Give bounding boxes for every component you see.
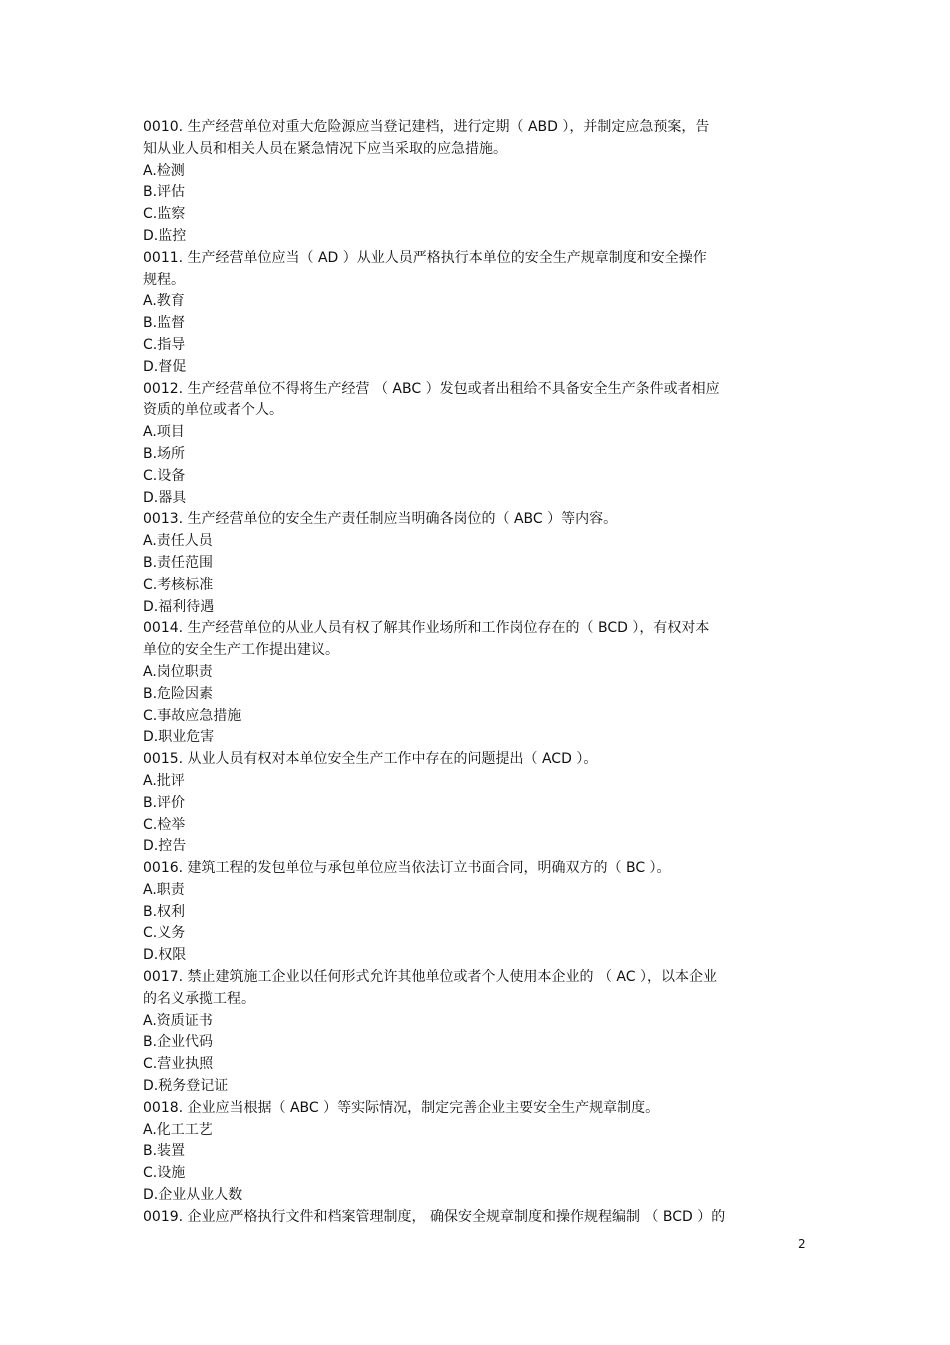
answer-option: D.企业从业人数 bbox=[143, 1187, 243, 1204]
answer-option: B.危险因素 bbox=[143, 685, 214, 702]
answer-option: B.评估 bbox=[143, 184, 186, 201]
answer-option: A.化工工艺 bbox=[143, 1121, 213, 1138]
answer-option: C.监察 bbox=[143, 206, 186, 223]
answer-option: B.装置 bbox=[143, 1143, 186, 1160]
answer-option: D.福利待遇 bbox=[143, 598, 215, 615]
question-text: 0012. 生产经营单位不得将生产经营 （ ABC ）发包或者出租给不具备安全生产条件或者相应 bbox=[143, 380, 720, 397]
question-text-continued: 单位的安全生产工作提出建议。 bbox=[143, 642, 339, 659]
answer-option: B.权利 bbox=[143, 903, 186, 920]
answer-option: B.场所 bbox=[143, 445, 186, 462]
answer-option: D.督促 bbox=[143, 358, 187, 375]
question-text: 0010. 生产经营单位对重大危险源应当登记建档，进行定期（ ABD ），并制定应急预案，告 bbox=[143, 119, 710, 135]
question-text: 0016. 建筑工程的发包单位与承包单位应当依法订立书面合同，明确双方的（ BC ）。 bbox=[143, 860, 671, 877]
question-text: 0014. 生产经营单位的从业人员有权了解其作业场所和工作岗位存在的（ BCD ），有权对本 bbox=[143, 620, 710, 637]
answer-option: D.器具 bbox=[143, 489, 187, 506]
answer-option: D.职业危害 bbox=[143, 729, 215, 746]
answer-option: A.教育 bbox=[143, 293, 185, 310]
answer-option: B.责任范围 bbox=[143, 554, 214, 571]
answer-option: D.权限 bbox=[143, 947, 187, 964]
question-text-continued: 知从业人员和相关人员在紧急情况下应当采取的应急措施。 bbox=[143, 140, 507, 157]
answer-option: A.批评 bbox=[143, 772, 185, 789]
question-text: 0019. 企业应严格执行文件和档案管理制度， 确保安全规章制度和操作规程编制 （ BCD ）的 bbox=[143, 1208, 726, 1225]
question-text: 0013. 生产经营单位的安全生产责任制应当明确各岗位的（ ABC ）等内容。 bbox=[143, 511, 618, 528]
answer-option: B.企业代码 bbox=[143, 1034, 214, 1051]
answer-option: C.指导 bbox=[143, 336, 186, 353]
answer-option: C.义务 bbox=[143, 925, 186, 942]
answer-option: C.设施 bbox=[143, 1165, 186, 1182]
answer-option: C.事故应急措施 bbox=[143, 707, 242, 724]
question-text-continued: 的名义承揽工程。 bbox=[143, 990, 255, 1007]
answer-option: C.考核标准 bbox=[143, 576, 214, 593]
answer-option: D.税务登记证 bbox=[143, 1078, 229, 1095]
answer-option: C.营业执照 bbox=[143, 1056, 214, 1073]
answer-option: A.责任人员 bbox=[143, 533, 213, 550]
question-text: 0015. 从业人员有权对本单位安全生产工作中存在的问题提出（ ACD ）。 bbox=[143, 751, 598, 768]
question-list bbox=[143, 117, 813, 1229]
question-text: 0011. 生产经营单位应当（ AD ）从业人员严格执行本单位的安全生产规章制度和安全操作 bbox=[143, 249, 707, 266]
answer-option: B.监督 bbox=[143, 315, 186, 332]
question-text: 0017. 禁止建筑施工企业以任何形式允许其他单位或者个人使用本企业的 （ AC ），以本企业 bbox=[143, 969, 717, 986]
page-number: 2 bbox=[798, 1237, 806, 1251]
answer-option: C.设备 bbox=[143, 467, 186, 484]
question-text-continued: 规程。 bbox=[143, 271, 185, 288]
answer-option: D.控告 bbox=[143, 838, 187, 855]
answer-option: D.监控 bbox=[143, 227, 187, 244]
answer-option: A.职责 bbox=[143, 881, 185, 898]
question-text-continued: 资质的单位或者个人。 bbox=[143, 402, 283, 419]
answer-option: B.评价 bbox=[143, 794, 186, 811]
answer-option: A.岗位职责 bbox=[143, 663, 213, 680]
answer-option: C.检举 bbox=[143, 816, 186, 833]
answer-option: A.项目 bbox=[143, 424, 185, 441]
answer-option: A.检测 bbox=[143, 162, 185, 179]
question-text: 0018. 企业应当根据（ ABC ）等实际情况，制定完善企业主要安全生产规章制度。 bbox=[143, 1099, 660, 1116]
answer-option: A.资质证书 bbox=[143, 1012, 213, 1029]
